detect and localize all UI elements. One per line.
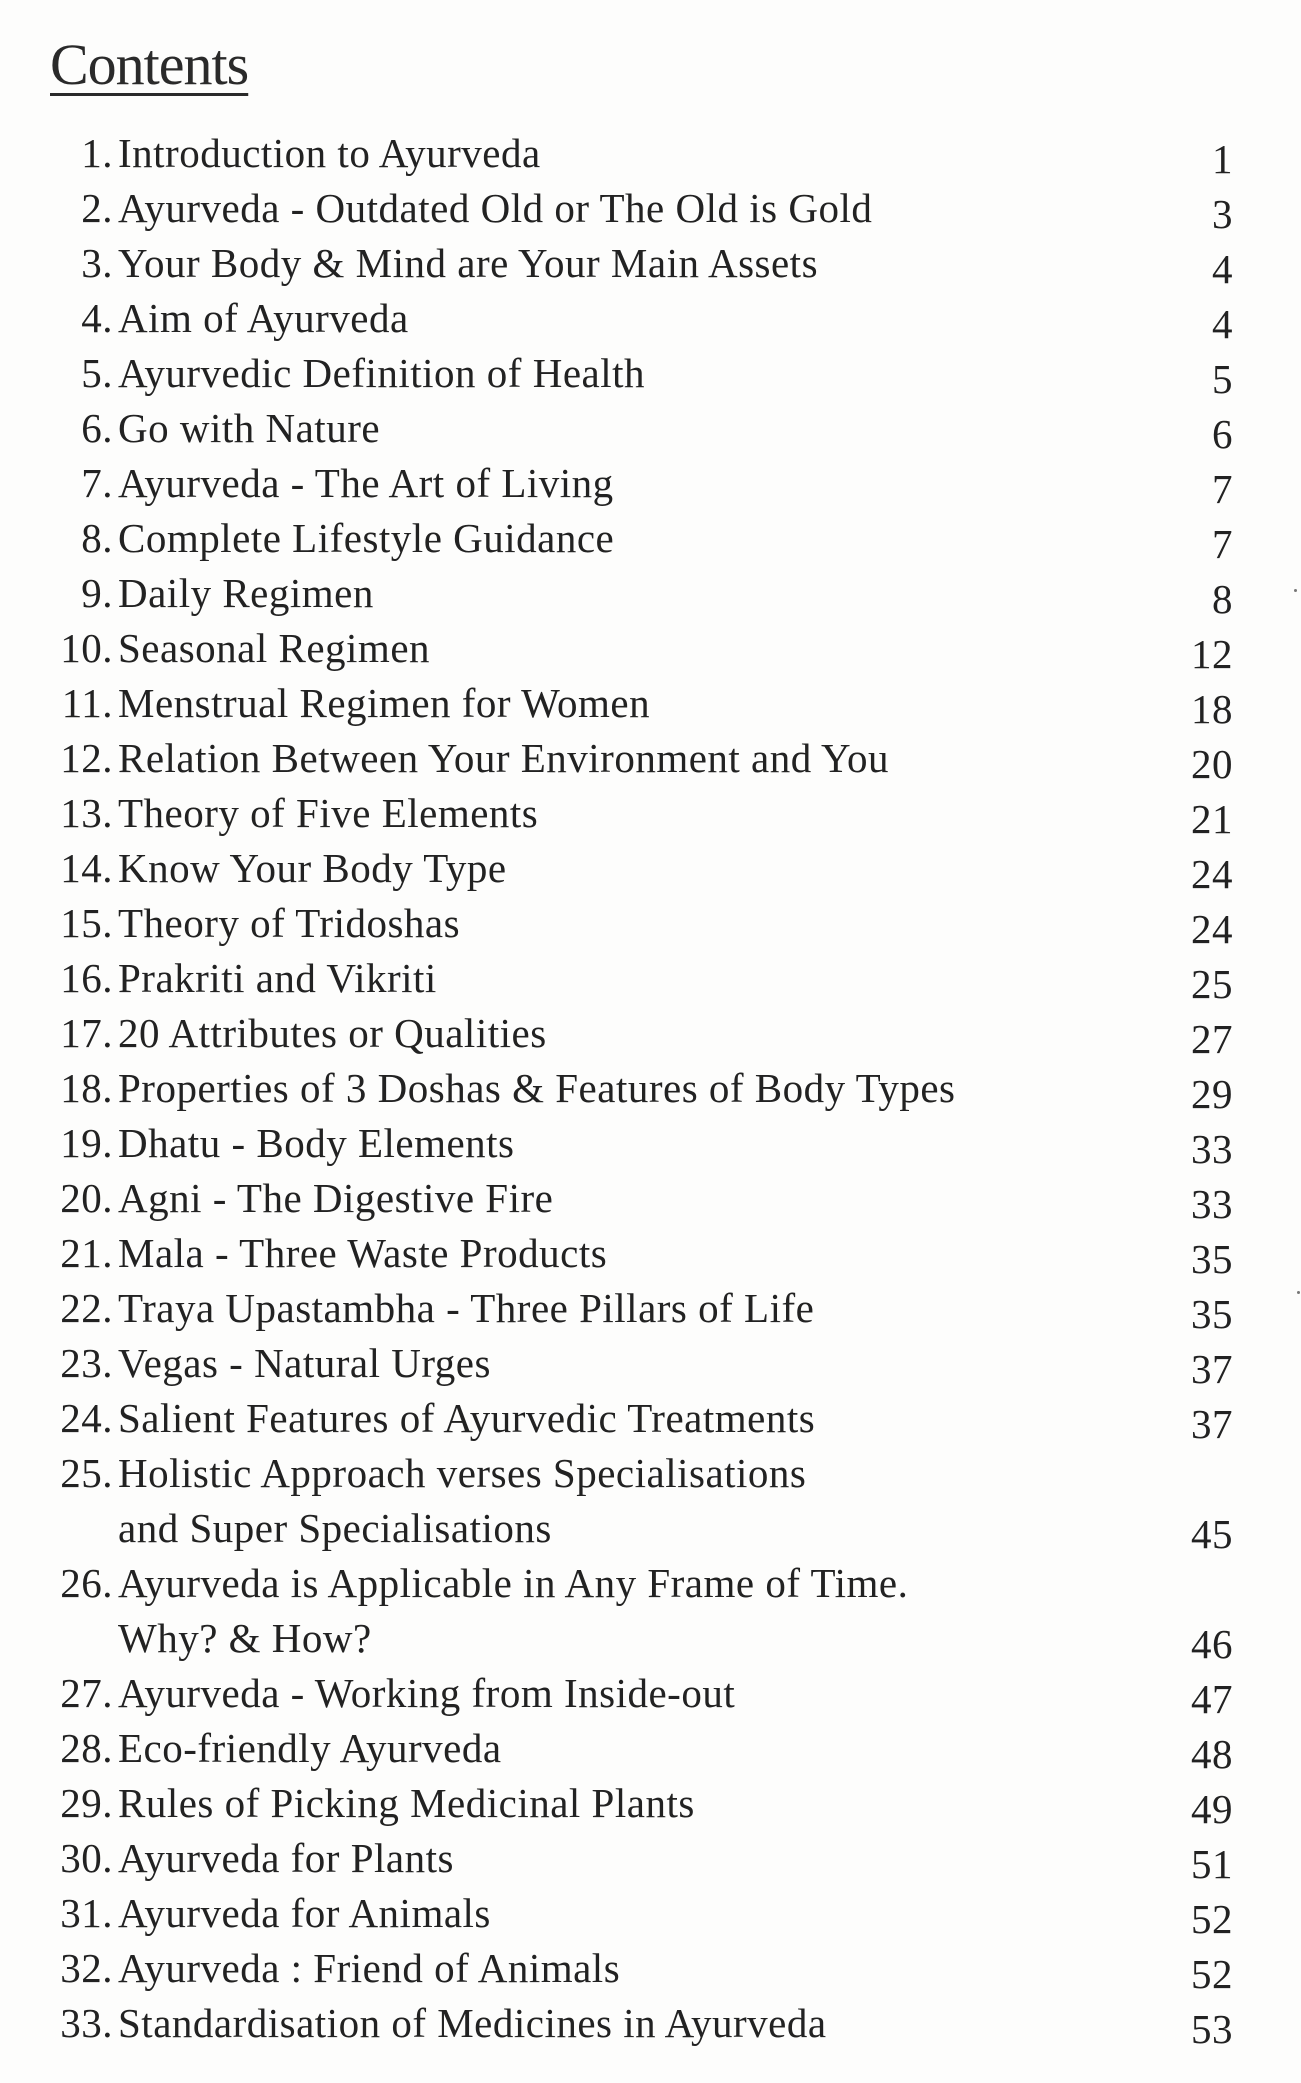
entry-page-number: 51 xyxy=(1191,1841,1233,1887)
entry-number: 33. xyxy=(60,2000,113,2046)
entry-page-number: 5 xyxy=(1212,356,1233,402)
toc-entry xyxy=(0,1446,1301,1556)
entry-number: 9. xyxy=(81,570,113,616)
entry-title: Go with Nature xyxy=(118,405,381,451)
entry-number: 17. xyxy=(60,1010,113,1056)
entry-title: Properties of 3 Doshas & Features of Body Types xyxy=(118,1065,956,1111)
entry-number: 24. xyxy=(60,1395,113,1441)
scan-speck xyxy=(1297,1291,1300,1294)
entry-number: 27. xyxy=(60,1670,113,1716)
toc-entry xyxy=(0,621,1301,676)
entry-number: 6. xyxy=(81,405,113,451)
entry-page-number: 20 xyxy=(1191,741,1233,787)
toc-entry xyxy=(0,841,1301,896)
entry-number: 30. xyxy=(60,1835,113,1881)
entry-number: 19. xyxy=(60,1120,113,1166)
entry-number: 2. xyxy=(81,185,113,231)
toc-entry xyxy=(0,1226,1301,1281)
toc-entry xyxy=(0,676,1301,731)
page-title: Contents xyxy=(50,32,249,97)
entry-number: 21. xyxy=(60,1230,113,1276)
entry-page-number: 7 xyxy=(1212,466,1233,512)
entry-title: Holistic Approach verses Specialisations xyxy=(118,1450,807,1496)
entry-number: 7. xyxy=(81,460,113,506)
toc-entry xyxy=(0,511,1301,566)
entry-title: Rules of Picking Medicinal Plants xyxy=(118,1780,695,1826)
toc-entry xyxy=(0,1006,1301,1061)
entry-page-number: 35 xyxy=(1191,1236,1233,1282)
entry-page-number: 29 xyxy=(1191,1071,1233,1117)
entry-number: 16. xyxy=(60,955,113,1001)
entry-title: Theory of Tridoshas xyxy=(118,900,461,946)
entry-number: 28. xyxy=(60,1725,113,1771)
toc-entry xyxy=(0,731,1301,786)
entry-title: Daily Regimen xyxy=(118,570,374,616)
entry-title: Complete Lifestyle Guidance xyxy=(118,515,615,561)
entry-page-number: 25 xyxy=(1191,961,1233,1007)
entry-title: Know Your Body Type xyxy=(118,845,507,891)
toc-entry xyxy=(0,1941,1301,1996)
entry-title: Ayurveda : Friend of Animals xyxy=(118,1945,621,1991)
entry-page-number: 37 xyxy=(1191,1401,1233,1447)
toc-entry xyxy=(0,1061,1301,1116)
entry-title-continued: and Super Specialisations xyxy=(118,1505,552,1551)
entry-title: Salient Features of Ayurvedic Treatments xyxy=(118,1395,816,1441)
toc-entry xyxy=(0,896,1301,951)
toc-entry xyxy=(0,236,1301,291)
entry-title: Menstrual Regimen for Women xyxy=(118,680,651,726)
entry-number: 15. xyxy=(60,900,113,946)
toc-entry xyxy=(0,1886,1301,1941)
entry-number: 31. xyxy=(60,1890,113,1936)
entry-title: Vegas - Natural Urges xyxy=(118,1340,491,1386)
entry-page-number: 8 xyxy=(1212,576,1233,622)
entry-page-number: 3 xyxy=(1212,191,1233,237)
toc-entry xyxy=(0,1831,1301,1886)
entry-title: Standardisation of Medicines in Ayurveda xyxy=(118,2000,827,2046)
entry-title: Ayurveda - Working from Inside-out xyxy=(118,1670,736,1716)
toc-entry xyxy=(0,291,1301,346)
entry-title: Mala - Three Waste Products xyxy=(118,1230,608,1276)
entry-title: Seasonal Regimen xyxy=(118,625,431,671)
entry-number: 23. xyxy=(60,1340,113,1386)
toc-entry xyxy=(0,786,1301,841)
entry-page-number: 37 xyxy=(1191,1346,1233,1392)
entry-title: Dhatu - Body Elements xyxy=(118,1120,515,1166)
entry-number: 12. xyxy=(60,735,113,781)
entry-title: Relation Between Your Environment and You xyxy=(118,735,889,781)
entry-page-number: 35 xyxy=(1191,1291,1233,1337)
entry-number: 29. xyxy=(60,1780,113,1826)
entry-title: 20 Attributes or Qualities xyxy=(118,1010,547,1056)
toc-entry xyxy=(0,401,1301,456)
entry-title: Ayurveda is Applicable in Any Frame of Time. xyxy=(118,1560,909,1606)
toc-entry xyxy=(0,1171,1301,1226)
entry-title: Ayurveda for Plants xyxy=(118,1835,454,1881)
entry-page-number: 6 xyxy=(1212,411,1233,457)
entry-page-number: 46 xyxy=(1191,1621,1233,1667)
entry-title: Prakriti and Vikriti xyxy=(118,955,437,1001)
entry-title: Traya Upastambha - Three Pillars of Life xyxy=(118,1285,815,1331)
toc-entry xyxy=(0,1281,1301,1336)
entry-title: Aim of Ayurveda xyxy=(118,295,409,341)
entry-title: Eco-friendly Ayurveda xyxy=(118,1725,502,1771)
entry-page-number: 48 xyxy=(1191,1731,1233,1777)
entry-page-number: 27 xyxy=(1191,1016,1233,1062)
toc-entry xyxy=(0,951,1301,1006)
entry-page-number: 33 xyxy=(1191,1126,1233,1172)
entry-title: Your Body & Mind are Your Main Assets xyxy=(118,240,819,286)
entry-title: Theory of Five Elements xyxy=(118,790,539,836)
toc-entry xyxy=(0,346,1301,401)
entry-number: 11. xyxy=(61,680,113,726)
entry-number: 25. xyxy=(60,1450,113,1496)
entry-title: Introduction to Ayurveda xyxy=(118,130,541,176)
entry-title: Ayurveda - Outdated Old or The Old is Gold xyxy=(118,185,873,231)
toc-entry xyxy=(0,1721,1301,1776)
entry-number: 32. xyxy=(60,1945,113,1991)
entry-number: 5. xyxy=(81,350,113,396)
toc-entry xyxy=(0,1116,1301,1171)
entry-title-continued: Why? & How? xyxy=(118,1615,372,1661)
entry-page-number: 1 xyxy=(1212,136,1233,182)
table-of-contents xyxy=(0,126,1301,2051)
entry-number: 1. xyxy=(81,130,113,176)
toc-entry xyxy=(0,181,1301,236)
entry-page-number: 7 xyxy=(1212,521,1233,567)
entry-number: 18. xyxy=(60,1065,113,1111)
entry-page-number: 24 xyxy=(1191,851,1233,897)
entry-page-number: 52 xyxy=(1191,1896,1233,1942)
entry-page-number: 21 xyxy=(1191,796,1233,842)
toc-entry xyxy=(0,1391,1301,1446)
entry-page-number: 4 xyxy=(1212,301,1233,347)
entry-number: 22. xyxy=(60,1285,113,1331)
entry-number: 3. xyxy=(81,240,113,286)
entry-number: 14. xyxy=(60,845,113,891)
entry-number: 8. xyxy=(81,515,113,561)
toc-entry xyxy=(0,1666,1301,1721)
entry-title: Ayurvedic Definition of Health xyxy=(118,350,645,396)
toc-entry xyxy=(0,1776,1301,1831)
scan-speck xyxy=(1294,589,1297,592)
entry-number: 4. xyxy=(81,295,113,341)
entry-page-number: 45 xyxy=(1191,1511,1233,1557)
entry-number: 20. xyxy=(60,1175,113,1221)
entry-title: Ayurveda - The Art of Living xyxy=(118,460,614,506)
toc-entry xyxy=(0,456,1301,511)
toc-entry xyxy=(0,1336,1301,1391)
toc-entry xyxy=(0,126,1301,181)
entry-page-number: 52 xyxy=(1191,1951,1233,1997)
entry-page-number: 4 xyxy=(1212,246,1233,292)
entry-number: 13. xyxy=(60,790,113,836)
entry-page-number: 47 xyxy=(1191,1676,1233,1722)
entry-title: Ayurveda for Animals xyxy=(118,1890,491,1936)
entry-number: 26. xyxy=(60,1560,113,1606)
entry-page-number: 12 xyxy=(1191,631,1233,677)
entry-page-number: 49 xyxy=(1191,1786,1233,1832)
entry-page-number: 53 xyxy=(1191,2006,1233,2052)
toc-entry xyxy=(0,566,1301,621)
entry-page-number: 18 xyxy=(1191,686,1233,732)
entry-title: Agni - The Digestive Fire xyxy=(118,1175,554,1221)
entry-page-number: 33 xyxy=(1191,1181,1233,1227)
toc-entry xyxy=(0,1556,1301,1666)
entry-number: 10. xyxy=(60,625,113,671)
entry-page-number: 24 xyxy=(1191,906,1233,952)
toc-entry xyxy=(0,1996,1301,2051)
